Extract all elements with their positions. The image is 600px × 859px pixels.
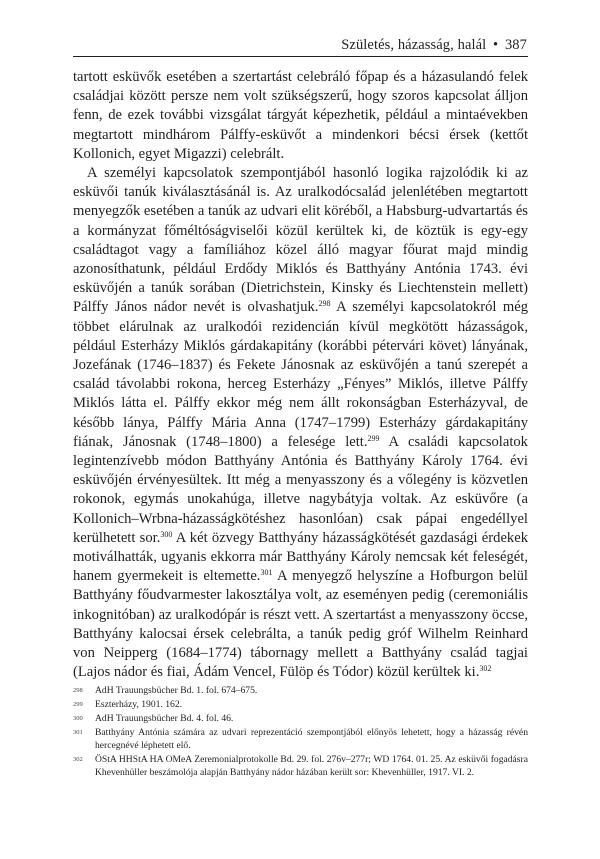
footnote-reference[interactable]: 301: [260, 568, 273, 578]
footnote: [73, 753, 528, 779]
footnote-number: 299: [73, 701, 83, 708]
running-title: Születés, házasság, halál: [341, 37, 487, 53]
footnote-text: AdH Trauungsbücher Bd. 4. fol. 46.: [95, 713, 234, 724]
paragraph-text: A két özvegy Batthyány házasságkötését gazdasági érdekek motiválhatták, ugyanis ekkorra már Batthyány Károly nemcsak két feleségét, hanem gyermekeit is eltemette.: [73, 529, 528, 585]
footnote: [73, 712, 528, 725]
footnote: [73, 726, 528, 752]
footnote-number: 302: [73, 756, 83, 763]
footnote-number: 298: [73, 687, 83, 694]
footnote: [73, 698, 528, 711]
header-separator: •: [493, 37, 499, 53]
footnote-text: Eszterházy, 1901. 162.: [95, 699, 183, 710]
footnote-reference[interactable]: 299: [367, 433, 380, 443]
footnote-number: 301: [73, 729, 83, 736]
page-number: 387: [504, 37, 527, 53]
paragraph-text: A családi kapcsolatok legintenzívebb módon Batthyány Antónia és Batthyány Károly 1764. évi esküvőjén érvényesültek. Itt még a menyasszony és a vőlegény is közvetlen rokonok, egymás unokahúga, illetve nagybátyja voltak. Az esküvőre (a Kollonich–Wrbna-házasságkötéshez hasonlóan) csak pápai engedéllyel kerülhetett sor.: [73, 433, 528, 546]
header-rule: [73, 56, 528, 57]
footnote-text: AdH Trauungsbücher Bd. 1. fol. 674–675.: [95, 685, 258, 696]
footnote: [73, 684, 528, 697]
paragraph-text: A személyi kapcsolatokról még többet elárulnak az uralkodói rezidencián kívül megkötött házasságok, például Esterházy Miklós gárdakapitány (korábbi pétervári követ) lányának, Jozefának (1746–1837) és Fekete Jánosnak az esküvőjén a tanú szerepét a család távolabbi rokona, herceg Esterházy „Fényes” Miklós, illetve Pálffy Miklós látta el. Pálffy ekkor még nem állt rokonságban Esterházyval, de később lánya, Pálffy Mária Anna (1747–1799) Esterházy gárdakapitány fiának, Jánosnak (1748–1800) a felesége lett.: [73, 299, 528, 450]
body-paragraph: [73, 164, 528, 682]
footnote-number: 300: [73, 715, 83, 722]
footnote-text: Batthyány Antónia számára az udvari reprezentáció szempontjából előnyös lehetett, hogy a házasság révén hercegnévé léphetett elő.: [95, 727, 528, 751]
main-text: [73, 68, 528, 683]
footnote-text: ÖStA HHStA HA OMeA Zeremonialprotokolle Bd. 29. fol. 276v–277r; WD 1764. 01. 25. Az esküvői fogadásra Khevenhüller beszámolója alapján Batthyány nádor házában került sor: Khevenhüller, 1917. VI. 2.: [95, 754, 528, 778]
running-head: [341, 37, 527, 54]
paragraph-text: tartott esküvők esetében a szertartást celebráló főpap és a házasulandó felek családjai között persze nem volt szükségszerű, hogy szoros kapcsolat álljon fenn, de ezek további vizsgálat tárgyát képezhetik, például a mintaévekben megtartott mindhárom Pálffy-esküvőt a mindenkori bécsi érsek (kettőt Kollonich, egyet Migazzi) celebrált.: [73, 69, 528, 162]
body-paragraph: [73, 68, 528, 164]
footnotes: [73, 684, 528, 780]
footnote-reference[interactable]: 300: [160, 529, 173, 539]
footnote-reference[interactable]: 302: [479, 664, 492, 674]
paragraph-text: A személyi kapcsolatok szempontjából hasonló logika rajzolódik ki az esküvői tanúk kiválasztásánál is. Az uralkodócsalád jelenlétében megtartott menyegzők esetében a tanúk az udvari elit köréből, a Habsburg-udvartartás és a kormányzat főméltóságviselői közül kerültek ki, de köztük is egy-egy családtagot vagy a famíliához közel álló magyar főurat majd mindig azonosíthatunk, például Erdődy Miklós és Batthyány Antónia 1743. évi esküvőjén a tanúk sorában (Dietrichstein, Kinsky és Liechtenstein mellett) Pálffy János nádor nevét is olvashatjuk.: [73, 165, 528, 316]
footnote-reference[interactable]: 298: [318, 299, 331, 309]
paragraph-text: A menyegző helyszíne a Hofburgon belül Batthyány főudvarmester lakosztálya volt, az eseményen pedig (ceremoniális inkognitóban) az uralkodópár is részt vett. A szertartást a menyasszony öccse, Batthyány kalocsai érsek celebrálta, a tanúk pedig gróf Wilhelm Reinhard von Neipperg (1684–1774) tábornagy mellett a Batthyány család tagjai (Lajos nádor és fiai, Ádám Vencel, Fülöp és Tódor) közül kerültek ki.: [73, 568, 528, 681]
